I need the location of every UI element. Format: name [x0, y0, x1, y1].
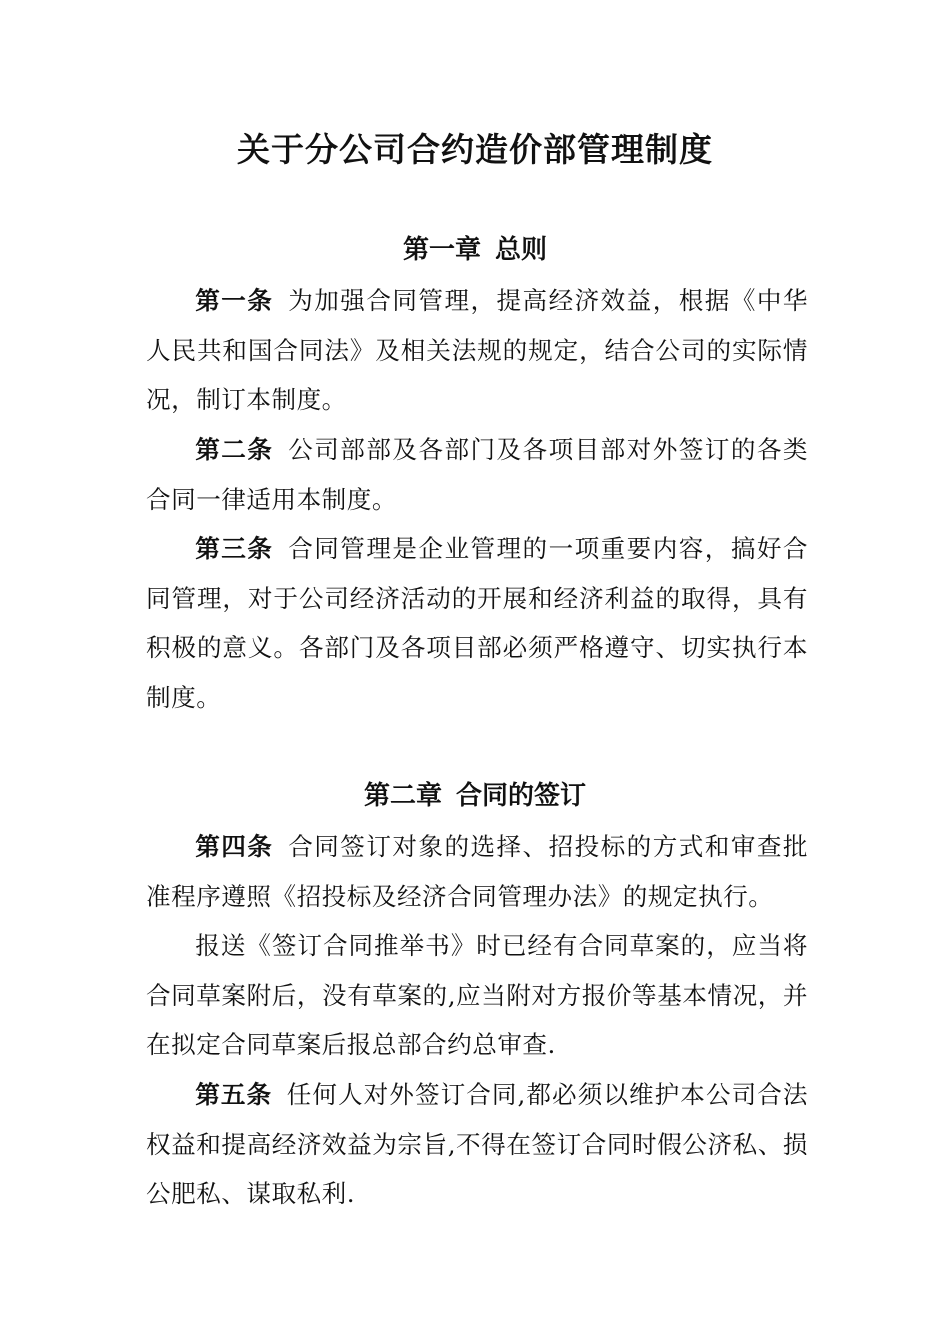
article-paragraph-1: [146, 276, 808, 425]
chapter-label: 第一章: [402, 235, 481, 265]
article-number: 第三条: [195, 534, 274, 563]
chapter-heading-1: [0, 230, 950, 270]
article-number: 第二条: [195, 435, 274, 464]
chapter-label: 第二章: [363, 781, 442, 811]
document-title: 关于分公司合约造价部管理制度: [237, 130, 713, 169]
article-text: 公司部部及各部门及各项目部对外签订的各类合同一律适用本制度。: [146, 435, 808, 514]
article-paragraph-3: [146, 524, 808, 722]
paragraph-text: 报送《签订合同推举书》时已经有合同草案的，应当将合同草案附后，没有草案的,应当附对方报价等基本情况，并在拟定合同草案后报总部合约总审查.: [146, 931, 808, 1060]
article-number: 第一条: [195, 286, 274, 315]
article-text: 任何人对外签订合同,都必须以维护本公司合法权益和提高经济效益为宗旨,不得在签订合同时假公济私、损公肥私、谋取私利.: [146, 1080, 808, 1209]
article-text: 合同签订对象的选择、招投标的方式和审查批准程序遵照《招投标及经济合同管理办法》的规定执行。: [146, 832, 808, 911]
article-number: 第五条: [195, 1080, 273, 1109]
chapter-name: 合同的签订: [456, 781, 587, 811]
article-text: 为加强合同管理，提高经济效益，根据《中华人民共和国合同法》及相关法规的规定，结合公司的实际情况，制订本制度。: [146, 286, 808, 415]
article-text: 合同管理是企业管理的一项重要内容，搞好合同管理，对于公司经济活动的开展和经济利益的取得，具有积极的意义。各部门及各项目部必须严格遵守、切实执行本制度。: [146, 534, 808, 712]
article-paragraph-2: [146, 425, 808, 524]
article-paragraph-4: [146, 822, 808, 921]
chapter-heading-2: [0, 776, 950, 816]
chapter-name: 总则: [495, 235, 548, 265]
article-number: 第四条: [195, 832, 274, 861]
article-paragraph-5: [146, 1070, 808, 1219]
body-paragraph: [146, 921, 808, 1070]
